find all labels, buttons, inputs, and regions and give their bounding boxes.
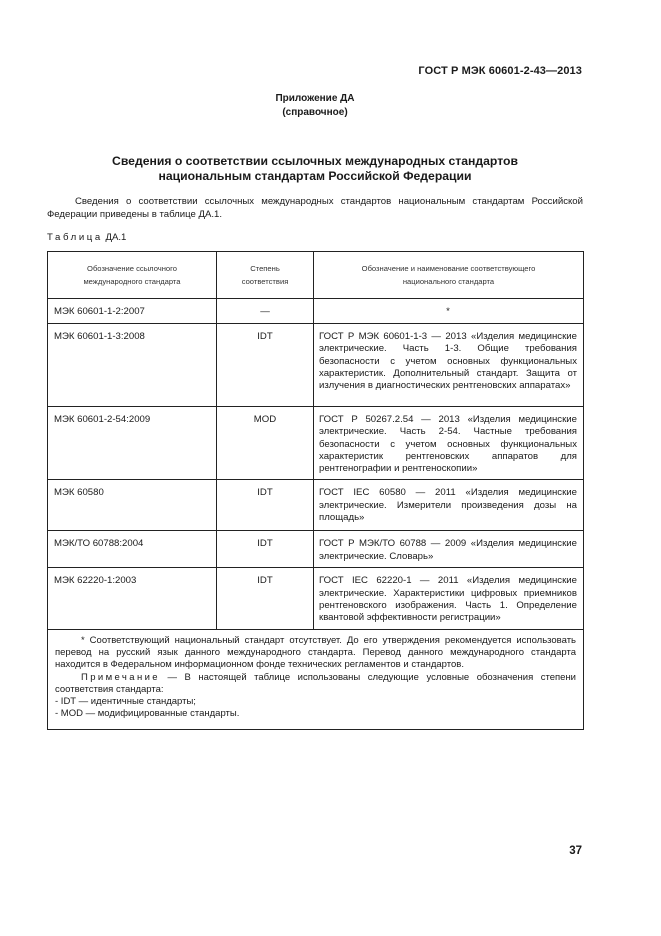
table-row [48, 407, 584, 480]
national-standard-cell: ГОСТ Р МЭК 60601-1-3 — 2013 «Изделия медицинские электрические. Часть 1-3. Общие требования безопасности с учетом основных функциональных характеристик. Дополнительный стандарт. Защита от излучения в диагностических рентгеновских аппаратах» [314, 324, 584, 407]
note-text: — В настоящей таблице использованы следующие условные обозначения степени соответствия стандарта: [55, 671, 576, 695]
appendix-subtitle: (справочное) [282, 107, 348, 118]
intl-standard-cell: МЭК 60601-1-2:2007 [48, 299, 217, 324]
national-standard-cell: ГОСТ Р МЭК/ТО 60788 — 2009 «Изделия медицинские электрические. Словарь» [314, 531, 584, 568]
table-row [48, 568, 584, 629]
degree-cell: IDT [217, 480, 314, 531]
national-standard-cell: ГОСТ IEC 60580 — 2011 «Изделия медицинские электрические. Измерители произведения дозы на площадь» [314, 480, 584, 531]
table-header-row [48, 252, 584, 299]
standards-table [47, 251, 584, 730]
table-caption-prefix: Таблица [47, 232, 103, 243]
national-standard-cell: ГОСТ IEC 62220-1 — 2011 «Изделия медицинские электрические. Характеристики цифровых приемников рентгеновского изображения. Часть 1. Определение квантовой эффективности регистрации» [314, 568, 584, 629]
appendix-title: Приложение ДА [275, 93, 355, 104]
table-footnote-cell [48, 629, 584, 729]
column-header-intl: Обозначение ссылочного международного стандарта [48, 252, 217, 299]
table-row [48, 324, 584, 407]
table-note [55, 672, 576, 697]
intl-standard-cell: МЭК/ТО 60788:2004 [48, 531, 217, 568]
intl-standard-cell: МЭК 60580 [48, 480, 217, 531]
table-row [48, 480, 584, 531]
page-number: 37 [569, 845, 582, 857]
table-row [48, 531, 584, 568]
intl-standard-cell: МЭК 62220-1:2003 [48, 568, 217, 629]
document-header-code: ГОСТ Р МЭК 60601-2-43—2013 [418, 65, 582, 77]
legend-item: - IDT — идентичные стандарты; [55, 696, 196, 708]
column-header-degree: Степень соответствия [217, 252, 314, 299]
intl-standard-cell: МЭК 60601-1-3:2008 [48, 324, 217, 407]
table-footer-row [48, 629, 584, 729]
degree-cell: IDT [217, 531, 314, 568]
section-title-line2: национальным стандартам Российской Федерации [158, 169, 472, 183]
degree-cell: IDT [217, 568, 314, 629]
intro-paragraph: Сведения о соответствии ссылочных международных стандартов национальным стандартам Российской Федерации приведены в таблице ДА.1. [47, 196, 583, 220]
table-caption [47, 232, 126, 243]
degree-cell: MOD [217, 407, 314, 480]
national-standard-cell: ГОСТ Р 50267.2.54 — 2013 «Изделия медицинские электрические. Часть 2-54. Частные требования безопасности с учетом основных функциональных характеристик рентгеновских аппаратов для рентгенографии и рентгеноскопии» [314, 407, 584, 480]
degree-cell: — [217, 299, 314, 324]
appendix-heading [0, 92, 630, 120]
degree-cell: IDT [217, 324, 314, 407]
table-caption-id: ДА.1 [105, 232, 127, 243]
section-title [0, 154, 630, 184]
section-title-line1: Сведения о соответствии ссылочных международных стандартов [112, 154, 518, 168]
legend-item: - MOD — модифицированные стандарты. [55, 708, 240, 720]
intl-standard-cell: МЭК 60601-2-54:2009 [48, 407, 217, 480]
national-standard-cell: * [314, 299, 584, 324]
table-row [48, 299, 584, 324]
footnote-text: * Соответствующий национальный стандарт отсутствует. До его утверждения рекомендуется использовать перевод на русский язык данного международного стандарта. Перевод данного международного стандарта находится в Федеральном информационном фонде технических регламентов и стандартов. [55, 634, 576, 671]
note-label: Примечание [81, 671, 160, 683]
column-header-national: Обозначение и наименование соответствующего национального стандарта [314, 252, 584, 299]
